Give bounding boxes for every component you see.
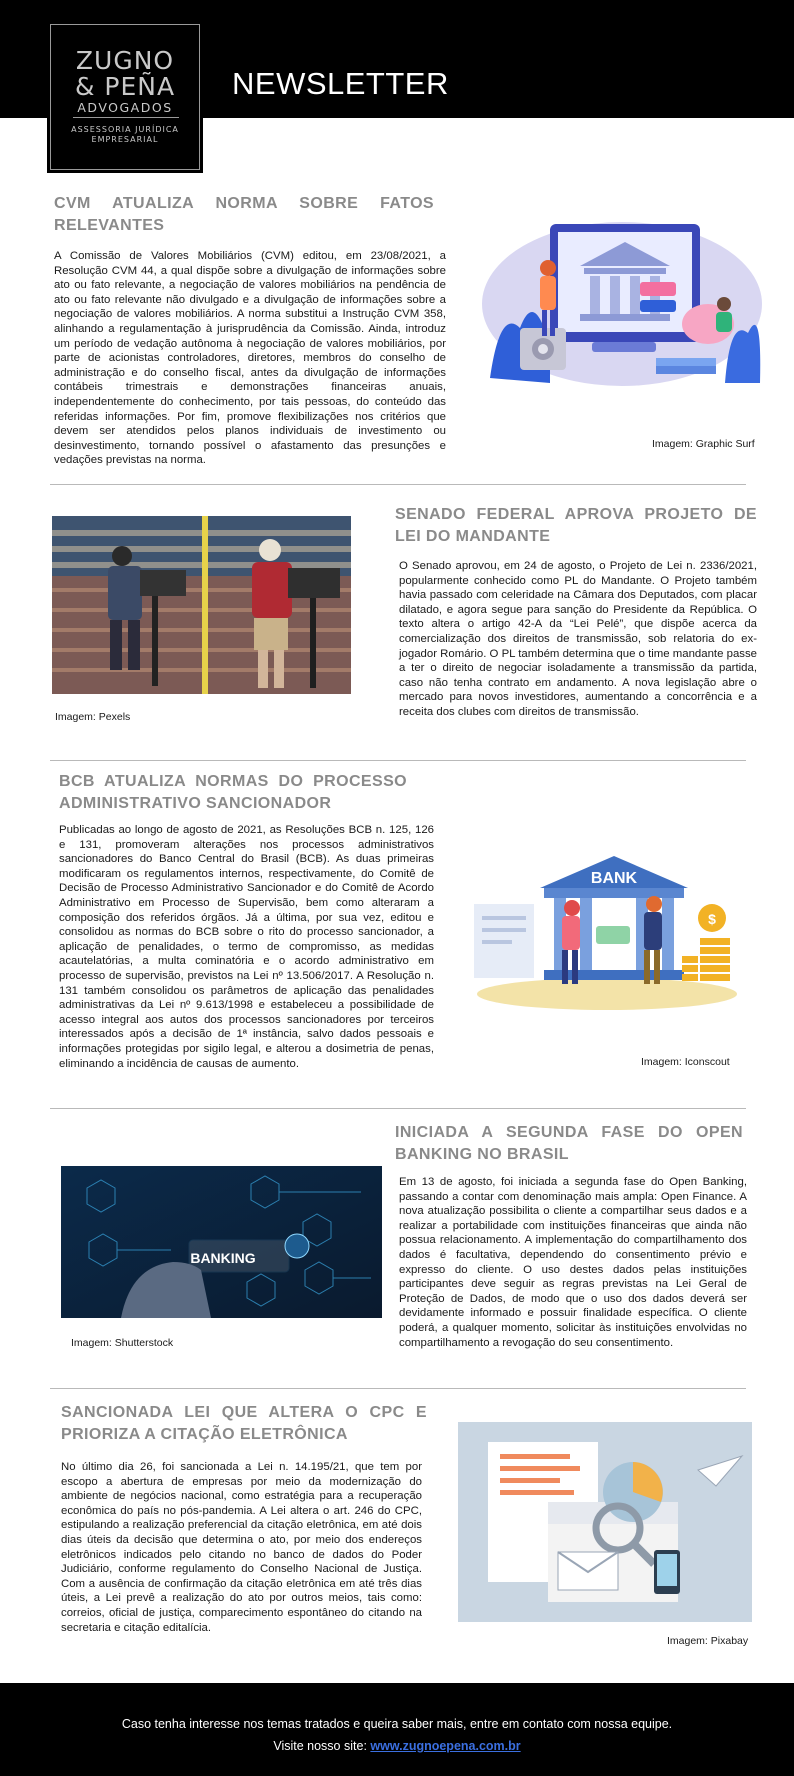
article-4-title: INICIADA A SEGUNDA FASE DO OPEN BANKING NO BRASIL [395,1124,743,1163]
footer-site-line [0,1739,794,1753]
logo-divider [73,117,179,118]
section-divider [50,1108,746,1109]
logo-subtitle-2: EMPRESARIAL [91,135,159,144]
logo-subtitle-1: ASSESSORIA JURÍDICA [71,125,179,134]
article-3-caption: Imagem: Iconscout [641,1056,730,1068]
website-link[interactable]: www.zugnoepena.com.br [370,1739,521,1753]
article-2-title: SENADO FEDERAL APROVA PROJETO DE LEI DO MANDANTE [395,506,757,545]
section-divider [50,484,746,485]
article-1-image [480,208,765,396]
article-4-image [61,1166,382,1318]
article-2-caption: Imagem: Pexels [55,711,131,723]
article-3-image [468,834,746,1014]
article-5-image [458,1422,752,1622]
article-2-image [52,516,351,694]
article-5-title: SANCIONADA LEI QUE ALTERA O CPC E PRIORIZA A CITAÇÃO ELETRÔNICA [61,1404,427,1443]
footer-bar [0,1683,794,1776]
article-5-caption: Imagem: Pixabay [667,1635,749,1647]
company-logo [50,24,200,170]
footer-site-prefix: Visite nosso site: [273,1739,371,1753]
logo-line-3: ADVOGADOS [77,100,173,115]
section-divider [50,1388,746,1389]
article-4-caption: Imagem: Shutterstock [71,1337,174,1349]
article-4-body: Em 13 de agosto, foi iniciada a segunda fase do Open Banking, passando a contar com denominação mais ampla: Open Finance. A nova atualização possibilita o cliente a compartilhar seus dados e a realizar a portabilidade com instituições financeiras que ainda não possua relacionamento. A implementação do compartilhamento dos dados é facultativa, dependendo do consentimento prévio e expresso do cliente. O uso destes dados pelas instituições participantes deve seguir as regras previstas na Lei Geral de Proteção de Dados, de modo que o uso dos dados deverá ser devidamente informado e possuir finalidade específica. O cliente poderá, a qualquer momento, solicitar às instituições envolvidas no compartilhamento a revogação do seu consentimento. [399,1176,747,1349]
article-3-title: BCB ATUALIZA NORMAS DO PROCESSO ADMINISTRATIVO SANCIONADOR [59,773,407,812]
article-5-body: No último dia 26, foi sancionada a Lei n. 14.195/21, que tem por escopo a abertura de empresas por meio da modernização do ambiente de negócios nacional, como estratégia para a recuperação econômica do país no pós-pandemia. A Lei altera o art. 246 do CPC, estipulando a realização preferencial da citação eletrônica, em até dois dias úteis da decisão que determina o ato, por meio dos endereços eletrônicos indicados pelo citando no banco de dados do Poder Judiciário, conforme regulamento do Conselho Nacional de Justiça. Com a ausência de confirmação da citação eletrônica em até três dias úteis, a Lei prevê a realização do ato por outros meios, tais como: correios, oficial de justiça, comparecimento espontâneo do citando na secretaria e citação editalícia. [61,1461,422,1634]
footer-contact-text: Caso tenha interesse nos temas tratados e queira saber mais, entre em contato com nossa equipe. [121,1717,673,1731]
bank-sign-text: BANK [590,870,638,887]
section-divider [50,760,746,761]
logo-line-2: & PEÑA [74,72,176,101]
article-1-caption: Imagem: Graphic Surf [652,438,755,450]
article-1-body: A Comissão de Valores Mobiliários (CVM) editou, em 23/08/2021, a Resolução CVM 44, a qual dispõe sobre a divulgação de informações sobre ato ou fato relevante, a negociação de valores mobiliários na pendência de ato ou fato relevante não divulgado e a divulgação de informações sobre a negociação de valores mobiliários. A norma substitui a Instrução CVM 358, alinhando a regulamentação à jurisprudência da Comissão. Ainda, introduz um período de vedação autônoma à negociação de valores mobiliários, por parte de acionistas controladores, diretores, membros do conselho de administração e do conselho fiscal, antes da divulgação de informações contábeis trimestrais e demonstrações financeiras anuais, independentemente do conhecimento, por tais pessoas, do conteúdo das referidas informações. Por fim, promove flexibilizações nos critérios que devem ser atendidos pelos planos individuais de investimento ou desinvestimento, tornando possível o afastamento das presunções e vedações previstas na norma. [54,250,446,467]
newsletter-title: NEWSLETTER [232,66,449,101]
article-1-title: CVM ATUALIZA NORMA SOBRE FATOS RELEVANTES [54,195,434,234]
article-2-body: O Senado aprovou, em 24 de agosto, o Projeto de Lei n. 2336/2021, popularmente conhecido como PL do Mandante. O Projeto também havia passado com celeridade na Câmara dos Deputados, com placar dilatado, e agora segue para sanção do Presidente da República. O texto altera o artigo 42-A da “Lei Pelé”, que dispõe acerca da comercialização dos direitos de transmissão, sob relatoria do ex-jogador Romário. O PL também determina que o time mandante passe a ter o direito de negociar isoladamente a transmissão da partida, caso não tenha contrato em andamento. A nova legislação abre o mercado para novos investidores, aumentando a concorrência e a receita dos clubes com direitos de transmissão. [399,560,757,718]
article-3-body: Publicadas ao longo de agosto de 2021, as Resoluções BCB n. 125, 126 e 131, promoveram alterações nos processos administrativos sancionadores do Banco Central do Brasil (BCB). As duas primeiras modificaram os regulamentos internos, respectivamente, do Comitê de Decisão de Processo Administrativo Sancionador e do Comitê de Acordo Administrativo em Processo de Supervisão, bem como alteraram a composição dos referidos órgãos. Já a última, por sua vez, editou e consolidou as normas do BCB sobre o rito do processo sancionador, a aplicação de penalidades, o termo de compromisso, as medidas acautelatórias, a multa cominatória e o acordo administrativo em processo de supervisão, previstos na Lei nº 13.506/2017. A Resolução n. 131 também consolidou os parâmetros de aplicação das penalidades administrativas da Lei nº 9.613/1998 e estabeleceu a possibilidade de acesso integral aos autos dos processos sancionadores por terceiros interessados após a decisão de 1ª instância, salvo dados pessoais e informações protegidas por sigilo legal, e alterou a dosimetria de penas, eliminando a incidência de causas de aumento. [59,824,434,1070]
logo-line-1: ZUGNO [75,46,175,75]
svg-text:$: $ [708,911,716,927]
banking-label-text: BANKING [190,1250,256,1266]
